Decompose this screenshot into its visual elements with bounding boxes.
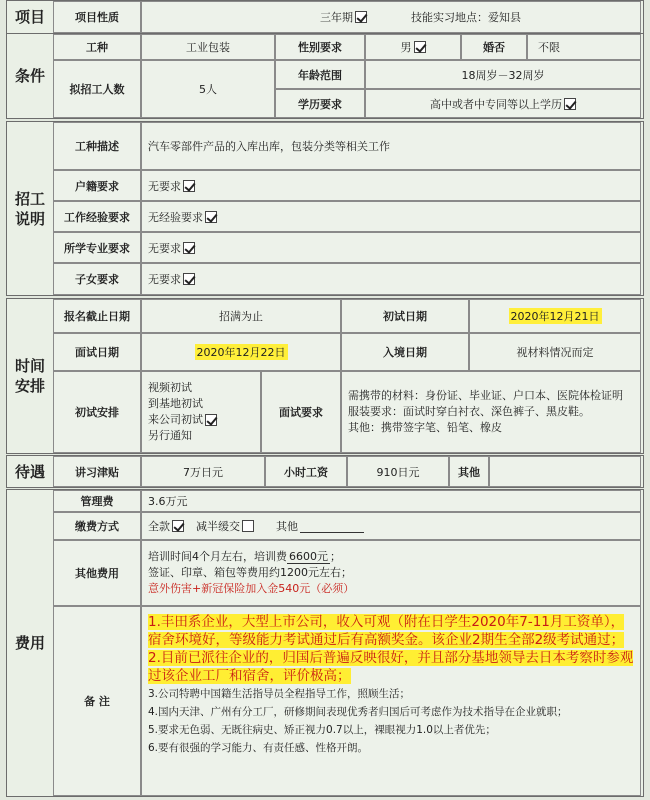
gender-checkbox[interactable]	[414, 41, 426, 53]
payment-label: 缴费方式	[53, 512, 141, 540]
hourly-wage-value: 910日元	[347, 456, 449, 487]
married-label: 婚否	[461, 34, 527, 60]
other-cost-line3: 意外伤害+新冠保险加入金540元（必须）	[148, 582, 355, 595]
gender-text: 男	[400, 41, 412, 54]
project-nature-value	[141, 1, 641, 33]
section-project	[6, 0, 644, 34]
pay-other-text: 其他	[276, 520, 298, 533]
other-cost-value	[141, 540, 641, 606]
interview-req-label: 面试要求	[261, 371, 341, 453]
exp-text: 无经验要求	[148, 210, 203, 224]
arr-base: 到基地初试	[148, 397, 203, 410]
place-label: 技能实习地点：	[411, 11, 488, 24]
mgmt-fee-value: 3.6万元	[141, 490, 641, 512]
edu-label: 学历要求	[275, 89, 365, 118]
remark-2-text: 2.目前已派往企业的，归国后普遍反映很好，并且部分基地领导去日本考察时参观过该企业工厂和宿舍，评价极高；	[148, 650, 634, 684]
section-treatment	[6, 455, 644, 488]
exp-label: 工作经验要求	[53, 201, 141, 232]
other-cost-line2: 签证、印章、箱包等费用约1200元左右；	[148, 566, 352, 579]
other-cost-label: 其他费用	[53, 540, 141, 606]
arr-company	[148, 412, 217, 428]
deadline-value: 招满为止	[141, 299, 341, 333]
interview-date: 2020年12月22日	[196, 346, 286, 359]
gender-value	[365, 34, 461, 60]
major-value	[141, 232, 641, 263]
remark-4: 4.国内天津、广州有分工厂，研修期间表现优秀者归国后可考虑作为技术指导在企业就职；	[148, 706, 568, 718]
count-label: 拟招工人数	[53, 60, 141, 118]
remark-6: 6.要有很强的学习能力、有责任感、性格开朗。	[148, 742, 369, 754]
section-label-schedule-text: 时间安排	[15, 357, 46, 395]
first-exam-label: 初试日期	[341, 299, 469, 333]
oc1-c: ；	[330, 550, 341, 563]
oc1-a: 培训时间4个月左右，培训费	[148, 550, 287, 563]
section-label-project: 项目	[7, 1, 54, 33]
arr-company-text: 来公司初试	[148, 413, 203, 426]
edu-checkbox[interactable]	[564, 98, 576, 110]
married-value: 不限	[527, 34, 641, 60]
mgmt-fee-label: 管理费	[53, 490, 141, 512]
hourly-wage-label: 小时工资	[265, 456, 347, 487]
remark-1	[148, 613, 634, 649]
hukou-label: 户籍要求	[53, 170, 141, 201]
major-label: 所学专业要求	[53, 232, 141, 263]
project-nature-label: 项目性质	[53, 1, 141, 33]
major-checkbox[interactable]	[183, 242, 195, 254]
remark-1-text: 1.丰田系企业，大型上市公司，收入可观（附在日学生2020年7-11月工资单），宿舍环境好，等级能力考试通过后有高额奖金。该企业2期生全部2级考试通过；	[148, 614, 625, 648]
other-treatment-label: 其他	[449, 456, 489, 487]
remarks-value	[141, 606, 641, 796]
arrangement-options	[141, 371, 261, 453]
deadline-label: 报名截止日期	[53, 299, 141, 333]
place-value: 爱知县	[488, 11, 521, 24]
other-treatment-value	[489, 456, 641, 487]
section-label-schedule	[7, 299, 54, 453]
gender-label: 性别要求	[275, 34, 365, 60]
term-text: 三年期	[320, 11, 353, 24]
pay-half-text: 减半缓交	[196, 520, 240, 533]
children-value	[141, 263, 641, 295]
remarks-label: 备 注	[53, 606, 141, 796]
children-label: 子女要求	[53, 263, 141, 295]
remark-5: 5.要求无色弱、无既往病史、矫正视力0.7以上，裸眼视力1.0以上者优先；	[148, 724, 496, 736]
section-label-fees: 费用	[7, 490, 54, 796]
pay-full-text: 全款	[148, 520, 170, 533]
payment-options	[141, 512, 641, 540]
remark-3: 3.公司特聘中国籍生活指导员全程指导工作，照顾生活；	[148, 688, 411, 700]
remark-2	[148, 649, 634, 685]
edu-value	[365, 89, 641, 118]
age-value: 18周岁－32周岁	[365, 60, 641, 89]
hukou-value	[141, 170, 641, 201]
term-checkbox[interactable]	[355, 11, 367, 23]
interview-value	[141, 333, 341, 371]
hukou-text: 无要求	[148, 179, 181, 193]
first-exam-value	[469, 299, 641, 333]
exp-checkbox[interactable]	[205, 211, 217, 223]
exp-value	[141, 201, 641, 232]
section-label-recruit-text: 招工说明	[15, 189, 46, 228]
section-label-conditions: 条件	[7, 34, 54, 118]
children-text: 无要求	[148, 273, 181, 286]
hukou-checkbox[interactable]	[183, 180, 195, 192]
section-fees	[6, 489, 644, 797]
section-recruit-desc	[6, 121, 644, 296]
entry-value: 视材料情况而定	[469, 333, 641, 371]
count-value: 5人	[141, 60, 275, 118]
req-clothing: 服装要求：面试时穿白衬衣、深色裤子、黑皮鞋。	[348, 405, 590, 418]
children-checkbox[interactable]	[183, 273, 195, 285]
pay-other-blank[interactable]	[300, 520, 364, 533]
section-label-treatment: 待遇	[7, 456, 54, 487]
pay-full-checkbox[interactable]	[172, 520, 184, 532]
section-conditions	[6, 33, 644, 119]
interview-label: 面试日期	[53, 333, 141, 371]
arr-company-checkbox[interactable]	[205, 414, 217, 426]
oc1-b: 6600元	[289, 550, 328, 563]
interview-req-value	[341, 371, 641, 453]
allowance-label: 讲习津贴	[53, 456, 141, 487]
entry-label: 入境日期	[341, 333, 469, 371]
desc-label: 工种描述	[53, 122, 141, 170]
allowance-value: 7万日元	[141, 456, 265, 487]
age-label: 年龄范围	[275, 60, 365, 89]
req-materials: 需携带的材料：身份证、毕业证、户口本、医院体检证明	[348, 389, 623, 402]
major-text: 无要求	[148, 241, 181, 255]
first-exam-date: 2020年12月21日	[510, 310, 600, 323]
arr-video: 视频初试	[148, 381, 192, 394]
arrangement-label: 初试安排	[53, 371, 141, 453]
section-label-recruit	[7, 122, 54, 295]
other-cost-line1	[148, 549, 341, 565]
job-type-label: 工种	[53, 34, 141, 60]
edu-text: 高中或者中专同等以上学历	[430, 97, 562, 111]
job-type-value: 工业包装	[141, 34, 275, 60]
desc-value: 汽车零部件产品的入库出库，包装分类等相关工作	[141, 122, 641, 170]
section-schedule	[6, 298, 644, 454]
arr-notify: 另行通知	[148, 429, 192, 442]
pay-half-checkbox[interactable]	[242, 520, 254, 532]
req-other: 其他：携带签字笔、铅笔、橡皮	[348, 421, 502, 434]
